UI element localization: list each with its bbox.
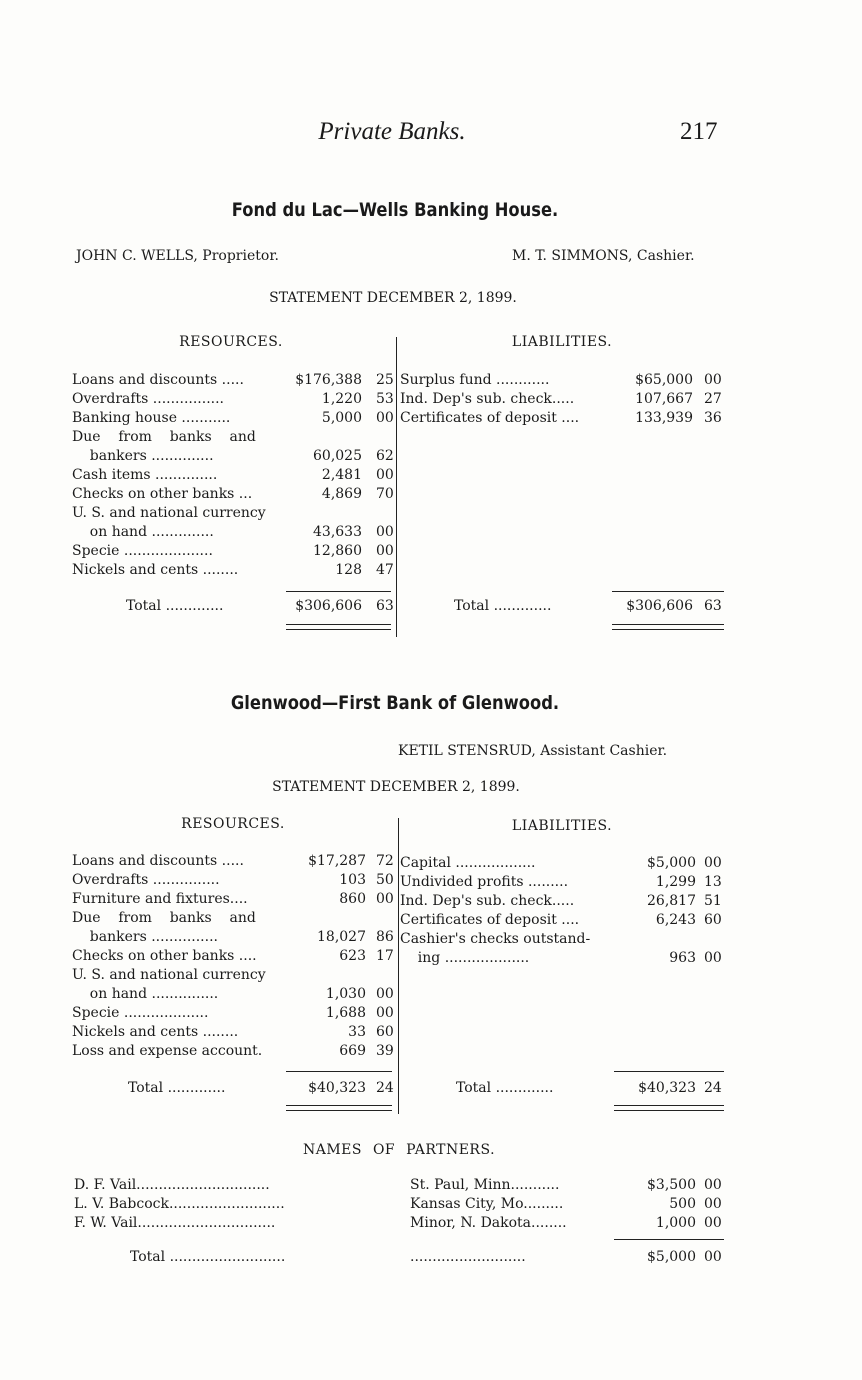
row-amount: 6,243 xyxy=(655,912,696,928)
bank2-cashier: KETIL STENSRUD, Assistant Cashier. xyxy=(398,743,668,759)
row-cents: 70 xyxy=(376,486,394,502)
partners-total-cents: 00 xyxy=(704,1249,722,1265)
row-amount: 12,860 xyxy=(313,543,362,559)
partner-name: D. F. Vail.............................. xyxy=(74,1177,270,1193)
total-cents: 24 xyxy=(704,1080,722,1096)
row-cents: 60 xyxy=(704,912,722,928)
row-amount: 963 xyxy=(669,950,696,966)
page-number: 217 xyxy=(680,118,718,145)
table-row xyxy=(400,931,724,950)
row-label: Cashier's checks outstand- xyxy=(400,931,591,947)
bank2-liabilities-sum-rule xyxy=(614,1071,724,1072)
partners-heading: NAMES OF PARTNERS. xyxy=(302,1142,496,1158)
row-label: Specie .................... xyxy=(72,543,213,559)
partner-cents: 00 xyxy=(704,1196,722,1212)
row-label: Loans and discounts ..... xyxy=(72,853,244,869)
row-cents: 51 xyxy=(704,893,722,909)
table-row xyxy=(72,910,392,929)
bank1-liabilities-heading: LIABILITIES. xyxy=(511,334,613,350)
partners-total-fill: .......................... xyxy=(410,1249,526,1265)
partner-residence: Kansas City, Mo......... xyxy=(410,1196,564,1212)
row-amount: 669 xyxy=(339,1043,366,1059)
total-label: Total ............. xyxy=(454,598,552,614)
table-row xyxy=(400,912,724,931)
row-amount: 60,025 xyxy=(313,448,362,464)
partner-amount: 1,000 xyxy=(655,1215,696,1231)
row-label: bankers .............. xyxy=(72,448,214,464)
table-row xyxy=(72,853,392,872)
row-label: Checks on other banks ... xyxy=(72,486,253,502)
row-label: Undivided profits ......... xyxy=(400,874,569,890)
row-amount: 26,817 xyxy=(647,893,696,909)
bank1-resources-total-row xyxy=(72,598,392,617)
table-row xyxy=(72,372,392,391)
partners-total-amount: $5,000 xyxy=(647,1249,696,1265)
row-amount: 1,220 xyxy=(321,391,362,407)
total-amount: $40,323 xyxy=(638,1080,696,1096)
row-label: Certificates of deposit .... xyxy=(400,912,580,928)
partner-amount: $3,500 xyxy=(647,1177,696,1193)
row-amount: 4,869 xyxy=(321,486,362,502)
bank2-statement-date: STATEMENT DECEMBER 2, 1899. xyxy=(272,779,520,795)
row-label: Certificates of deposit .... xyxy=(400,410,580,426)
row-amount: 18,027 xyxy=(317,929,366,945)
table-row xyxy=(72,1043,392,1062)
row-label: Specie ................... xyxy=(72,1005,209,1021)
row-cents: 00 xyxy=(376,524,394,540)
partner-name: L. V. Babcock.......................... xyxy=(74,1196,285,1212)
row-label: Overdrafts ............... xyxy=(72,872,220,888)
row-label: Loans and discounts ..... xyxy=(72,372,244,388)
table-row xyxy=(400,855,724,874)
table-row xyxy=(72,967,392,986)
total-amount: $306,606 xyxy=(295,598,362,614)
row-cents: 39 xyxy=(376,1043,394,1059)
table-row xyxy=(72,929,392,948)
table-row xyxy=(72,562,392,581)
total-label: Total ............. xyxy=(128,1080,226,1096)
row-amount: 5,000 xyxy=(321,410,362,426)
row-label: Overdrafts ................ xyxy=(72,391,225,407)
bank1-cashier: M. T. SIMMONS, Cashier. xyxy=(512,248,695,264)
row-cents: 00 xyxy=(376,410,394,426)
bank1-proprietor: JOHN C. WELLS, Proprietor. xyxy=(76,248,279,264)
row-amount: 43,633 xyxy=(313,524,362,540)
total-cents: 24 xyxy=(376,1080,394,1096)
row-cents: 00 xyxy=(704,855,722,871)
bank2-resources-total-double-rule xyxy=(286,1105,392,1111)
bank2-resources-sum-rule xyxy=(286,1071,392,1072)
row-cents: 00 xyxy=(376,1005,394,1021)
table-row xyxy=(400,391,724,410)
row-amount: 103 xyxy=(339,872,366,888)
table-row xyxy=(72,948,392,967)
table-row xyxy=(72,1024,392,1043)
row-cents: 17 xyxy=(376,948,394,964)
row-cents: 60 xyxy=(376,1024,394,1040)
row-label: Ind. Dep's sub. check..... xyxy=(400,893,575,909)
row-amount: 107,667 xyxy=(635,391,693,407)
row-label: Furniture and fixtures.... xyxy=(72,891,248,907)
partners-total-label: Total .......................... xyxy=(130,1249,286,1265)
table-row xyxy=(72,410,392,429)
table-row xyxy=(400,893,724,912)
row-cents: 00 xyxy=(376,986,394,1002)
row-cents: 00 xyxy=(704,372,722,388)
table-row xyxy=(72,429,392,448)
row-label: Due from banks and xyxy=(72,910,256,926)
total-amount: $306,606 xyxy=(626,598,693,614)
row-cents: 00 xyxy=(376,891,394,907)
table-row xyxy=(72,524,392,543)
row-amount: $17,287 xyxy=(308,853,366,869)
table-row xyxy=(72,543,392,562)
partner-cents: 00 xyxy=(704,1177,722,1193)
row-cents: 47 xyxy=(376,562,394,578)
row-amount: 1,688 xyxy=(325,1005,366,1021)
row-label: Cash items .............. xyxy=(72,467,218,483)
row-label: ing ................... xyxy=(400,950,530,966)
row-cents: 36 xyxy=(704,410,722,426)
bank2-liabilities-total-double-rule xyxy=(614,1105,724,1111)
bank2-liabilities-total-row xyxy=(400,1080,724,1099)
table-row xyxy=(72,467,392,486)
total-amount: $40,323 xyxy=(308,1080,366,1096)
partners-sum-rule xyxy=(614,1239,724,1240)
bank1-liabilities-total-double-rule xyxy=(612,624,724,630)
bank1-statement-date: STATEMENT DECEMBER 2, 1899. xyxy=(269,290,517,306)
partner-residence: St. Paul, Minn........... xyxy=(410,1177,560,1193)
row-cents: 62 xyxy=(376,448,394,464)
running-header-title: Private Banks. xyxy=(318,118,466,145)
bank1-resources-total-double-rule xyxy=(286,624,391,630)
bank1-resources-sum-rule xyxy=(286,591,391,592)
table-row xyxy=(400,372,724,391)
row-amount: 1,299 xyxy=(655,874,696,890)
row-label: Capital .................. xyxy=(400,855,536,871)
total-label: Total ............. xyxy=(456,1080,554,1096)
bank2-column-divider xyxy=(398,818,399,1114)
bank2-title: Glenwood—First Bank of Glenwood. xyxy=(230,692,560,714)
table-row xyxy=(72,891,392,910)
table-row xyxy=(400,410,724,429)
total-cents: 63 xyxy=(704,598,722,614)
row-label: U. S. and national currency xyxy=(72,967,266,983)
row-cents: 27 xyxy=(704,391,722,407)
total-label: Total ............. xyxy=(126,598,224,614)
row-label: Checks on other banks .... xyxy=(72,948,257,964)
row-label: Ind. Dep's sub. check..... xyxy=(400,391,575,407)
table-row xyxy=(72,1005,392,1024)
row-label: U. S. and national currency xyxy=(72,505,266,521)
row-cents: 13 xyxy=(704,874,722,890)
table-row xyxy=(400,950,724,969)
table-row xyxy=(72,986,392,1005)
row-label: Nickels and cents ........ xyxy=(72,1024,239,1040)
row-amount: 1,030 xyxy=(325,986,366,1002)
row-cents: 53 xyxy=(376,391,394,407)
row-label: Banking house ........... xyxy=(72,410,231,426)
bank1-resources-heading: RESOURCES. xyxy=(179,334,283,350)
row-label: Due from banks and xyxy=(72,429,256,445)
row-cents: 00 xyxy=(376,467,394,483)
bank1-column-divider xyxy=(396,337,397,637)
row-cents: 00 xyxy=(704,950,722,966)
table-row xyxy=(72,391,392,410)
row-amount: 33 xyxy=(348,1024,366,1040)
bank1-liabilities-sum-rule xyxy=(612,591,724,592)
bank2-resources-heading: RESOURCES. xyxy=(181,816,285,832)
row-label: bankers ............... xyxy=(72,929,218,945)
row-amount: 133,939 xyxy=(635,410,693,426)
bank1-liabilities-total-row xyxy=(400,598,724,617)
partner-name: F. W. Vail............................... xyxy=(74,1215,276,1231)
partner-residence: Minor, N. Dakota........ xyxy=(410,1215,567,1231)
row-amount: 128 xyxy=(335,562,362,578)
partner-amount: 500 xyxy=(669,1196,696,1212)
bank1-title: Fond du Lac—Wells Banking House. xyxy=(231,199,559,221)
bank2-resources-total-row xyxy=(72,1080,392,1099)
row-label: on hand .............. xyxy=(72,524,214,540)
row-amount: 623 xyxy=(339,948,366,964)
row-amount: $65,000 xyxy=(635,372,693,388)
table-row xyxy=(72,872,392,891)
row-cents: 72 xyxy=(376,853,394,869)
row-amount: $176,388 xyxy=(295,372,362,388)
row-label: on hand ............... xyxy=(72,986,219,1002)
table-row xyxy=(72,505,392,524)
partner-cents: 00 xyxy=(704,1215,722,1231)
row-amount: 860 xyxy=(339,891,366,907)
table-row xyxy=(400,874,724,893)
row-amount: 2,481 xyxy=(321,467,362,483)
row-cents: 25 xyxy=(376,372,394,388)
row-label: Surplus fund ............ xyxy=(400,372,550,388)
bank2-liabilities-heading: LIABILITIES. xyxy=(511,818,613,834)
row-label: Loss and expense account. xyxy=(72,1043,263,1059)
table-row xyxy=(72,448,392,467)
row-cents: 86 xyxy=(376,929,394,945)
row-cents: 50 xyxy=(376,872,394,888)
row-cents: 00 xyxy=(376,543,394,559)
row-label: Nickels and cents ........ xyxy=(72,562,239,578)
total-cents: 63 xyxy=(376,598,394,614)
row-amount: $5,000 xyxy=(647,855,696,871)
table-row xyxy=(72,486,392,505)
